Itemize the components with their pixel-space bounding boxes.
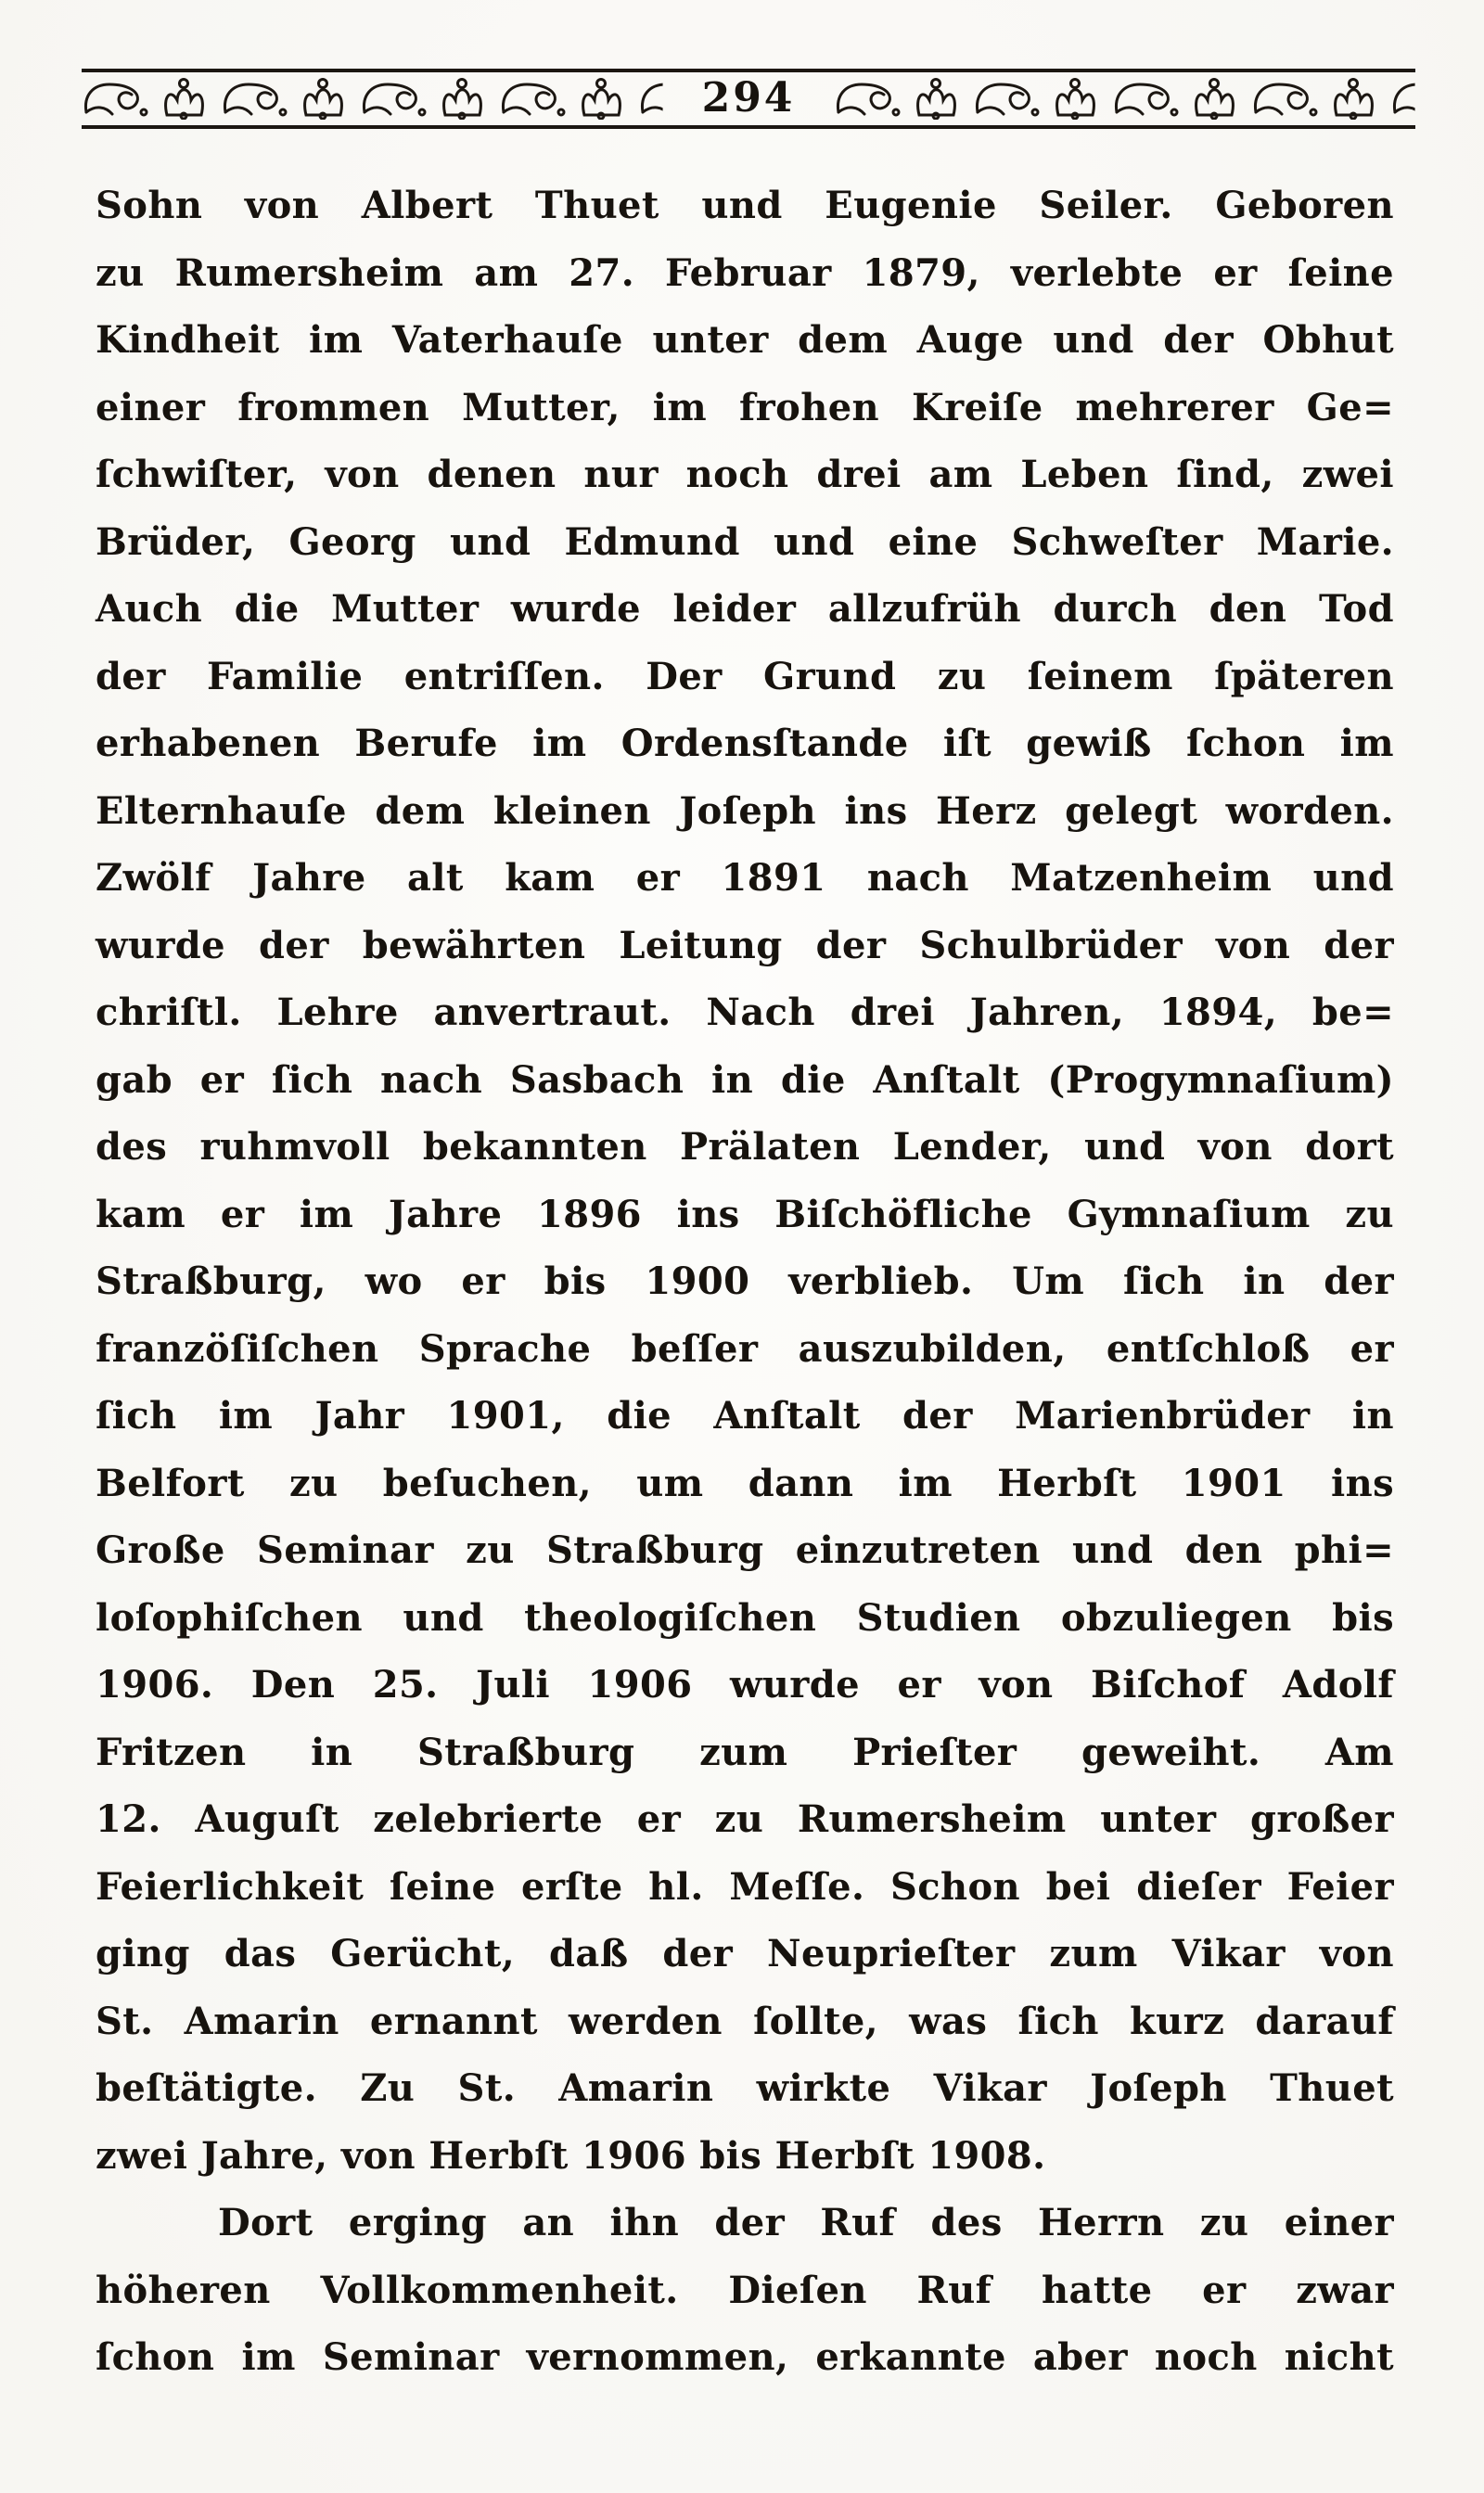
paragraph: [96, 173, 1394, 2190]
text-line: Sohn von Albert Thuet und Eugenie Seiler. Geboren: [96, 184, 1394, 227]
text-line: zu Rumersheim am 27. Februar 1879, verlebte er ſeine: [96, 250, 1394, 295]
text-body: [96, 173, 1394, 2392]
text-line: gab er ſich nach Sasbach in die Anſtalt (Progymnaſium): [96, 1057, 1394, 1102]
floral-ornament-left-icon: [82, 77, 663, 120]
text-line: Brüder, Georg und Edmund und eine Schweſter Marie.: [96, 519, 1394, 564]
text-line: Fritzen in Straßburg zum Prieſter geweiht. Am: [96, 1730, 1394, 1774]
text-line: Große Seminar zu Straßburg einzutreten und den phi=: [96, 1528, 1394, 1572]
text-line: loſophiſchen und theologiſchen Studien obzuliegen bis: [96, 1595, 1394, 1640]
text-line: ſich im Jahr 1901, die Anſtalt der Marienbrüder in: [96, 1394, 1394, 1438]
text-line: ſchwiſter, von denen nur noch drei am Leben ſind, zwei: [96, 453, 1394, 496]
text-line: des ruhmvoll bekannten Prälaten Lender, und von dort: [96, 1125, 1394, 1169]
floral-ornament-right-icon: [834, 77, 1415, 120]
text-line: Kindheit im Vaterhauſe unter dem Auge und der Obhut: [96, 318, 1394, 362]
text-line: Zwölf Jahre alt kam er 1891 nach Matzenheim und: [96, 856, 1394, 900]
text-line: Feierlichkeit ſeine erſte hl. Meſſe. Schon bei dieſer Feier: [96, 1864, 1394, 1909]
text-line: franzöſiſchen Sprache beſſer auszubilden, entſchloß er: [96, 1326, 1394, 1371]
text-line: kam er im Jahre 1896 ins Biſchöfliche Gymnaſium zu: [96, 1192, 1394, 1236]
text-line: Dort erging an ihn der Ruf des Herrn zu einer: [218, 2201, 1394, 2244]
header-ornament-band: [82, 69, 1415, 129]
text-line: einer frommen Mutter, im frohen Kreiſe mehrerer Ge=: [96, 385, 1394, 429]
text-line: zwei Jahre, von Herbſt 1906 bis Herbſt 1908.: [96, 2133, 1046, 2178]
text-line: St. Amarin ernannt werden ſollte, was ſich kurz darauf: [96, 1999, 1394, 2043]
text-line: der Familie entriſſen. Der Grund zu ſeinem ſpäteren: [96, 654, 1394, 698]
page-header: [82, 69, 1415, 129]
text-line: wurde der bewährten Leitung der Schulbrüder von der: [96, 923, 1394, 967]
text-line: ging das Gerücht, daß der Neuprieſter zum Vikar von: [96, 1932, 1394, 1975]
text-line: erhabenen Berufe im Ordensſtande iſt gewiß ſchon im: [96, 722, 1394, 765]
text-line: beſtätigte. Zu St. Amarin wirkte Vikar Joſeph Thuet: [96, 2066, 1394, 2110]
text-line: Straßburg, wo er bis 1900 verblieb. Um ſich in der: [96, 1259, 1394, 1303]
text-line: ſchon im Seminar vernommen, erkannte aber noch nicht: [96, 2335, 1394, 2379]
paragraph: [96, 2190, 1394, 2392]
text-line: Auch die Mutter wurde leider allzufrüh durch den Tod: [96, 587, 1394, 631]
text-line: chriſtl. Lehre anvertraut. Nach drei Jahren, 1894, be=: [96, 991, 1394, 1034]
page-number: 294: [701, 74, 796, 121]
text-line: höheren Vollkommenheit. Dieſen Ruf hatte er zwar: [96, 2268, 1394, 2312]
text-line: 12. Auguſt zelebrierte er zu Rumersheim unter großer: [96, 1797, 1394, 1841]
text-line: Belfort zu beſuchen, um dann im Herbſt 1901 ins: [96, 1461, 1394, 1505]
text-line: Elternhauſe dem kleinen Joſeph ins Herz gelegt worden.: [96, 788, 1394, 833]
text-line: 1906. Den 25. Juli 1906 wurde er von Biſchof Adolf: [96, 1663, 1394, 1707]
